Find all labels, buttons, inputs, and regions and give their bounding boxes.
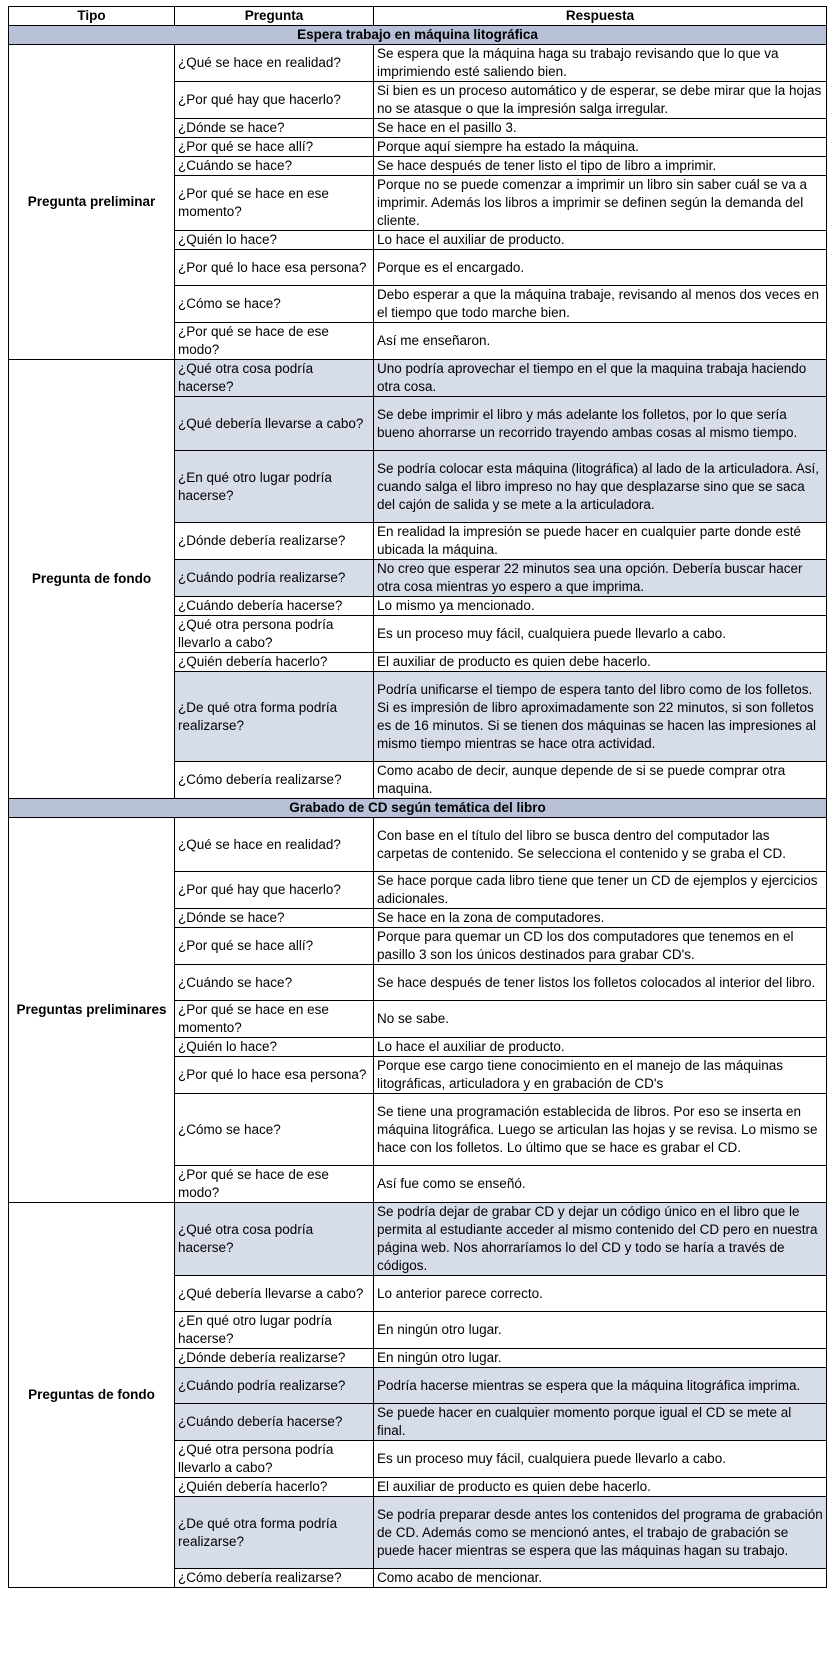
answer-cell: Debo esperar a que la máquina trabaje, revisando al menos dos veces en el tiempo que todo marche bien. xyxy=(374,286,827,323)
header-row xyxy=(9,7,827,26)
answer-cell: Lo hace el auxiliar de producto. xyxy=(374,1038,827,1057)
question-type-cell: Pregunta de fondo xyxy=(9,360,175,799)
section-title: Grabado de CD según temática del libro xyxy=(9,799,827,818)
question-cell: ¿Por qué se hace de ese modo? xyxy=(175,323,374,360)
answer-cell: Uno podría aprovechar el tiempo en el que la maquina trabaja haciendo otra cosa. xyxy=(374,360,827,397)
answer-cell: Porque es el encargado. xyxy=(374,250,827,286)
answer-cell: Porque para quemar un CD los dos computadores que tenemos en el pasillo 3 son los únicos destinados para grabar CD's. xyxy=(374,928,827,965)
section-title: Espera trabajo en máquina litográfica xyxy=(9,26,827,45)
question-cell: ¿En qué otro lugar podría hacerse? xyxy=(175,1312,374,1349)
question-cell: ¿Cómo se hace? xyxy=(175,1094,374,1166)
question-cell: ¿Qué debería llevarse a cabo? xyxy=(175,397,374,451)
question-cell: ¿Qué se hace en realidad? xyxy=(175,818,374,872)
question-cell: ¿Cuándo podría realizarse? xyxy=(175,1368,374,1404)
answer-cell: Se espera que la máquina haga su trabajo revisando que lo que va imprimiendo esté saliendo bien. xyxy=(374,45,827,82)
questionnaire-table xyxy=(8,6,827,1588)
question-cell: ¿Qué debería llevarse a cabo? xyxy=(175,1276,374,1312)
answer-cell: Si bien es un proceso automático y de esperar, se debe mirar que la hojas no se atasque o que la impresión salga irregular. xyxy=(374,82,827,119)
question-cell: ¿Cuándo se hace? xyxy=(175,965,374,1001)
answer-cell: Es un proceso muy fácil, cualquiera puede llevarlo a cabo. xyxy=(374,1441,827,1478)
answer-cell: Porque ese cargo tiene conocimiento en el manejo de las máquinas litográficas, articuladora y en grabación de CD's xyxy=(374,1057,827,1094)
answer-cell: Se hace en el pasillo 3. xyxy=(374,119,827,138)
table-row xyxy=(9,45,827,82)
section-header-row xyxy=(9,26,827,45)
answer-cell: Se podría colocar esta máquina (litográfica) al lado de la articuladora. Así, cuando salga el libro impreso no hay que desplazarse sino que se saca del cajón de salida y se mete a la articuladora. xyxy=(374,451,827,523)
answer-cell: El auxiliar de producto es quien debe hacerlo. xyxy=(374,1478,827,1497)
question-cell: ¿Por qué hay que hacerlo? xyxy=(175,82,374,119)
answer-cell: Se debe imprimir el libro y más adelante los folletos, por lo que sería bueno ahorrarse un recorrido trayendo ambas cosas al mismo tiempo. xyxy=(374,397,827,451)
question-cell: ¿Por qué lo hace esa persona? xyxy=(175,1057,374,1094)
answer-cell: Se puede hacer en cualquier momento porque igual el CD se mete al final. xyxy=(374,1404,827,1441)
questionnaire-table-container xyxy=(8,6,827,1588)
answer-cell: Se podría dejar de grabar CD y dejar un código único en el libro que le permita al estudiante acceder al mismo contenido del CD pero en nuestra página web. Nos ahorraríamos lo del CD y todo se haría a través de códigos. xyxy=(374,1203,827,1276)
answer-cell: En ningún otro lugar. xyxy=(374,1312,827,1349)
answer-cell: El auxiliar de producto es quien debe hacerlo. xyxy=(374,653,827,672)
question-cell: ¿Por qué hay que hacerlo? xyxy=(175,872,374,909)
question-cell: ¿Qué otra cosa podría hacerse? xyxy=(175,360,374,397)
question-type-cell: Pregunta preliminar xyxy=(9,45,175,360)
question-cell: ¿Por qué se hace en ese momento? xyxy=(175,176,374,231)
question-type-cell: Preguntas de fondo xyxy=(9,1203,175,1588)
answer-cell: Es un proceso muy fácil, cualquiera puede llevarlo a cabo. xyxy=(374,616,827,653)
answer-cell: Porque no se puede comenzar a imprimir un libro sin saber cuál se va a imprimir. Además los libros a imprimir se definen según la demanda del cliente. xyxy=(374,176,827,231)
question-cell: ¿Cuándo podría realizarse? xyxy=(175,560,374,597)
question-cell: ¿Cuándo se hace? xyxy=(175,157,374,176)
answer-cell: Se hace en la zona de computadores. xyxy=(374,909,827,928)
answer-cell: En realidad la impresión se puede hacer en cualquier parte donde esté ubicada la máquina. xyxy=(374,523,827,560)
question-cell: ¿Dónde se hace? xyxy=(175,909,374,928)
question-type-cell: Preguntas preliminares xyxy=(9,818,175,1203)
table-body xyxy=(9,26,827,1588)
answer-cell: Como acabo de decir, aunque depende de si se puede comprar otra maquina. xyxy=(374,762,827,799)
answer-cell: Así me enseñaron. xyxy=(374,323,827,360)
header-tipo: Tipo xyxy=(9,7,175,26)
question-cell: ¿Cuándo debería hacerse? xyxy=(175,597,374,616)
question-cell: ¿Dónde debería realizarse? xyxy=(175,523,374,560)
question-cell: ¿Cómo debería realizarse? xyxy=(175,1569,374,1588)
answer-cell: Porque aquí siempre ha estado la máquina. xyxy=(374,138,827,157)
question-cell: ¿Qué otra persona podría llevarlo a cabo? xyxy=(175,1441,374,1478)
question-cell: ¿En qué otro lugar podría hacerse? xyxy=(175,451,374,523)
answer-cell: Se hace después de tener listo el tipo de libro a imprimir. xyxy=(374,157,827,176)
question-cell: ¿Dónde se hace? xyxy=(175,119,374,138)
answer-cell: Se tiene una programación establecida de libros. Por eso se inserta en máquina litográfica. Luego se articulan las hojas y se revisa. Lo mismo se hace con los folletos. Lo último que se hace es grabar el CD. xyxy=(374,1094,827,1166)
answer-cell: Así fue como se enseñó. xyxy=(374,1166,827,1203)
answer-cell: Podría unificarse el tiempo de espera tanto del libro como de los folletos. Si es impresión de libro aproximadamente son 22 minutos, si son folletos es de 16 minutos. Si se tienen dos máquinas se hacen las impresiones al mismo tiempo mientras se hace otra actividad. xyxy=(374,672,827,762)
question-cell: ¿Por qué se hace de ese modo? xyxy=(175,1166,374,1203)
question-cell: ¿Cuándo debería hacerse? xyxy=(175,1404,374,1441)
answer-cell: Se hace porque cada libro tiene que tener un CD de ejemplos y ejercicios adicionales. xyxy=(374,872,827,909)
question-cell: ¿Por qué se hace allí? xyxy=(175,928,374,965)
answer-cell: Se podría preparar desde antes los contenidos del programa de grabación de CD. Además como se mencionó antes, el trabajo de grabación se puede hacer mientras se espera que las máquinas hagan su trabajo. xyxy=(374,1497,827,1569)
answer-cell: Lo mismo ya mencionado. xyxy=(374,597,827,616)
table-row xyxy=(9,360,827,397)
question-cell: ¿Quién debería hacerlo? xyxy=(175,653,374,672)
answer-cell: No creo que esperar 22 minutos sea una opción. Debería buscar hacer otra cosa mientras yo espero a que imprima. xyxy=(374,560,827,597)
question-cell: ¿Dónde debería realizarse? xyxy=(175,1349,374,1368)
header-pregunta: Pregunta xyxy=(175,7,374,26)
question-cell: ¿Qué se hace en realidad? xyxy=(175,45,374,82)
header-respuesta: Respuesta xyxy=(374,7,827,26)
question-cell: ¿De qué otra forma podría realizarse? xyxy=(175,1497,374,1569)
question-cell: ¿De qué otra forma podría realizarse? xyxy=(175,672,374,762)
question-cell: ¿Quién lo hace? xyxy=(175,1038,374,1057)
answer-cell: En ningún otro lugar. xyxy=(374,1349,827,1368)
question-cell: ¿Por qué lo hace esa persona? xyxy=(175,250,374,286)
answer-cell: Como acabo de mencionar. xyxy=(374,1569,827,1588)
question-cell: ¿Quién lo hace? xyxy=(175,231,374,250)
answer-cell: Con base en el título del libro se busca dentro del computador las carpetas de contenido. Se selecciona el contenido y se graba el CD. xyxy=(374,818,827,872)
question-cell: ¿Por qué se hace allí? xyxy=(175,138,374,157)
question-cell: ¿Cómo debería realizarse? xyxy=(175,762,374,799)
question-cell: ¿Por qué se hace en ese momento? xyxy=(175,1001,374,1038)
table-row xyxy=(9,1203,827,1276)
section-header-row xyxy=(9,799,827,818)
answer-cell: Se hace después de tener listos los folletos colocados al interior del libro. xyxy=(374,965,827,1001)
question-cell: ¿Qué otra persona podría llevarlo a cabo? xyxy=(175,616,374,653)
table-row xyxy=(9,818,827,872)
answer-cell: Podría hacerse mientras se espera que la máquina litográfica imprima. xyxy=(374,1368,827,1404)
answer-cell: No se sabe. xyxy=(374,1001,827,1038)
answer-cell: Lo anterior parece correcto. xyxy=(374,1276,827,1312)
answer-cell: Lo hace el auxiliar de producto. xyxy=(374,231,827,250)
question-cell: ¿Qué otra cosa podría hacerse? xyxy=(175,1203,374,1276)
question-cell: ¿Cómo se hace? xyxy=(175,286,374,323)
question-cell: ¿Quién debería hacerlo? xyxy=(175,1478,374,1497)
